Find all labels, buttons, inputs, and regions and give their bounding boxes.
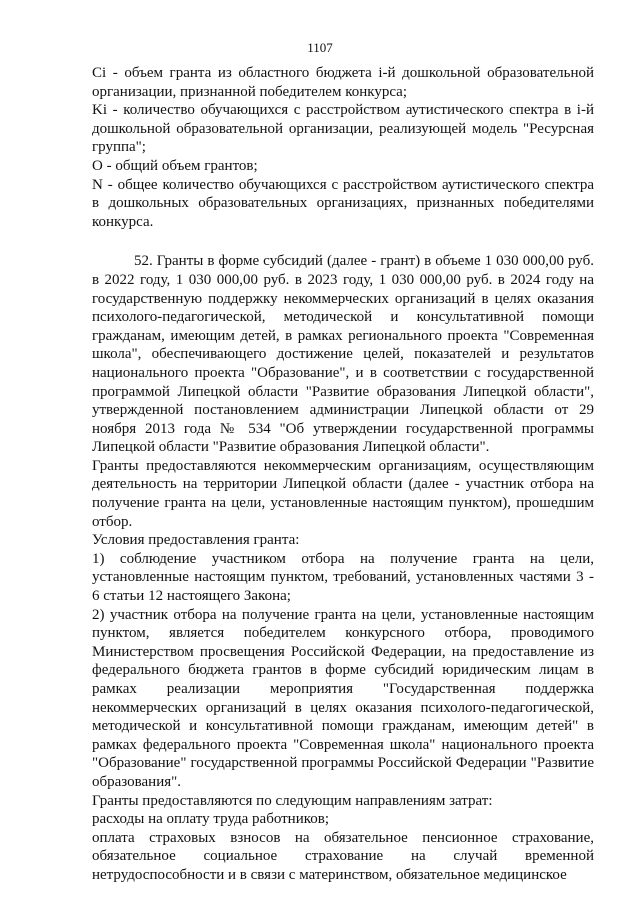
paragraph-n-definition: N - общее количество обучающихся с расстройством аутистического спектра в дошкольных образовательных организациях, признанных победителями конкурса. — [92, 176, 594, 230]
page-number: 1107 — [307, 40, 333, 55]
paragraph-condition-1: 1) соблюдение участником отбора на получение гранта на цели, установленные настоящим пунктом, требований, установленных частями 3 - 6 статьи 12 настоящего Закона; — [92, 550, 594, 605]
paragraph-expense-salary: расходы на оплату труда работников; — [92, 811, 330, 828]
paragraph-o-definition: O - общий объем грантов; — [92, 157, 258, 174]
document-body — [92, 64, 594, 885]
paragraph-spacer — [92, 231, 594, 252]
paragraph-ki-definition: Ki - количество обучающихся с расстройством аутистического спектра в i-й дошкольной образовательной организации, реализующей модель "Ресурсная группа"; — [92, 102, 594, 156]
paragraph-condition-2: 2) участник отбора на получение гранта на цели, установленные настоящим пунктом, является победителем конкурсного отбора, проводимого Министерством просвещения Российской Федерации, на предоставление из федерального бюджета грантов в форме субсидий юридическим лицам в рамках реализации мероприятия "Государственная поддержка некоммерческих организаций в целях оказания психолого-педагогической, методической и консультативной помощи гражданам, имеющим детей" в рамках федерального проекта "Современная школа" национального проекта "Образование" государственной программы Российской Федерации "Развитие образования". — [92, 606, 594, 790]
paragraph-expense-insurance: оплата страховых взносов на обязательное пенсионное страхование, обязательное социальное страхование на случай временной нетрудоспособности и в связи с материнством, обязательное медицинское — [92, 829, 594, 883]
paragraph-ci-definition: Ci - объем гранта из областного бюджета i-й дошкольной образовательной организации, признанной победителем конкурса; — [92, 65, 594, 100]
paragraph-conditions-heading: Условия предоставления гранта: — [92, 532, 300, 549]
paragraph-grant-recipients: Гранты предоставляются некоммерческим организациям, осуществляющим деятельность на территории Липецкой области (далее - участник отбора на получение гранта на цели, установленные настоящим пунктом), прошедшим отбор. — [92, 457, 594, 530]
paragraph-item-52: 52. Гранты в форме субсидий (далее - грант) в объеме 1 030 000,00 руб. в 2022 году, 1 030 000,00 руб. в 2023 году, 1 030 000,00 руб. в 2024 году на государственную поддержку некоммерческих организаций в целях оказания психолого-педагогической, методической и консультативной помощи гражданам, имеющим детей, в рамках регионального проекта "Современная школа", обеспечивающего достижение целей, показателей и результатов национального проекта "Образование", и в соответствии с государственной программой Липецкой области "Развитие образования Липецкой области", утвержденной постановлением администрации Липецкой области от 29 ноября 2013 года № 534 "Об утверждении государственной программы Липецкой области "Развитие образования Липецкой области". — [92, 253, 594, 456]
paragraph-expense-directions: Гранты предоставляются по следующим направлениям затрат: — [92, 792, 493, 809]
